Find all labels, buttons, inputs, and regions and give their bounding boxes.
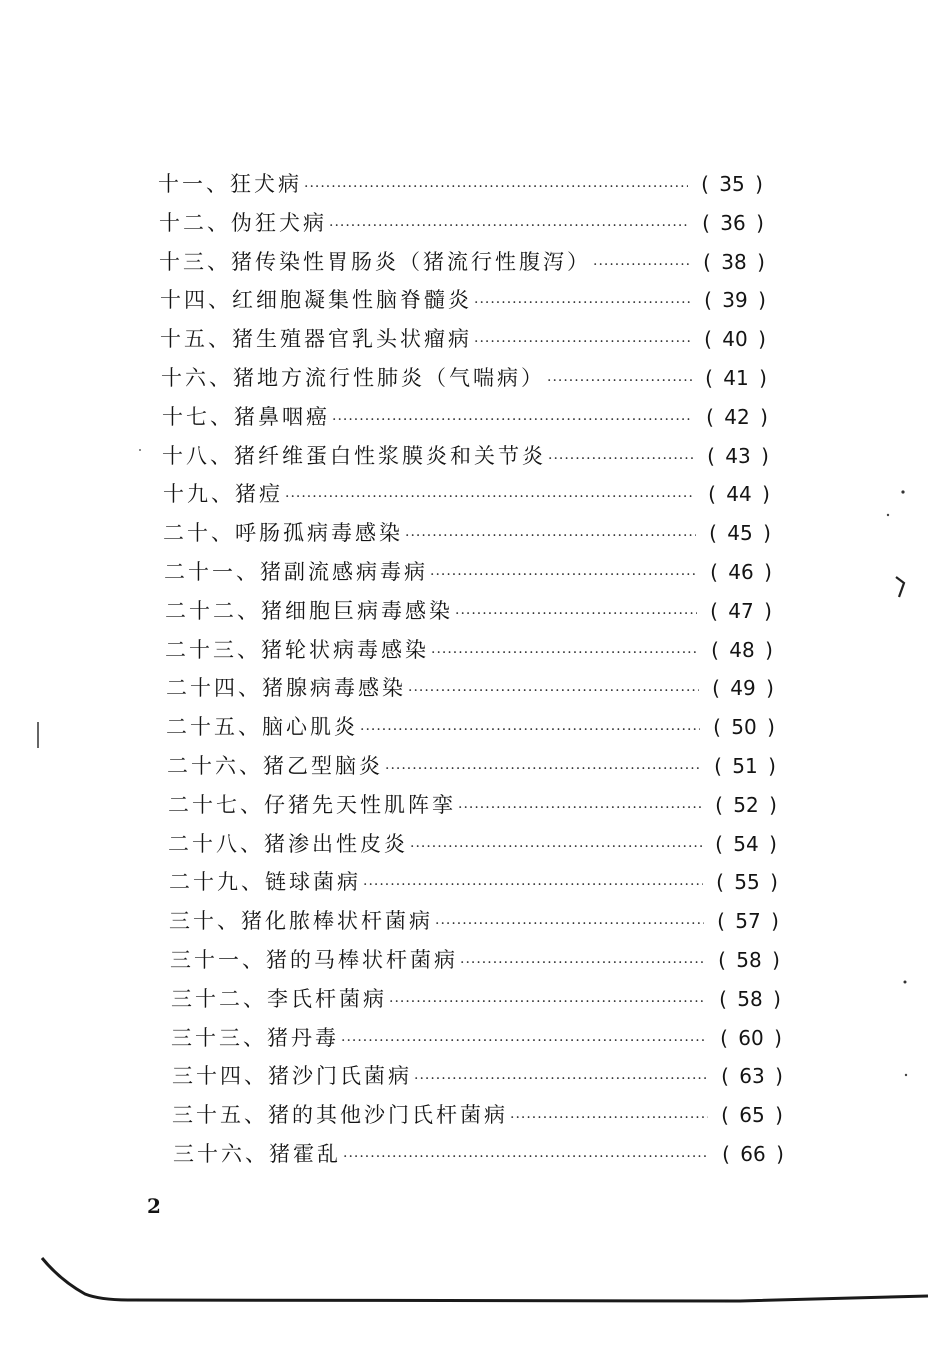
- toc-entry-title: 三十二、李氏杆菌病: [171, 987, 387, 1011]
- open-paren: (: [710, 599, 718, 623]
- close-paren: ): [766, 676, 774, 700]
- page-reference: 48: [729, 638, 755, 662]
- toc-dot-leader: [548, 440, 694, 478]
- toc-entry: [159, 204, 771, 242]
- toc-entry-title: 二十二、猪细胞巨病毒感染: [165, 599, 453, 623]
- close-paren: ): [764, 560, 772, 584]
- toc-dot-leader: [389, 983, 706, 1021]
- page-reference: 58: [737, 987, 763, 1011]
- toc-entry: [167, 747, 783, 785]
- toc-entry: [165, 592, 779, 630]
- page-reference: 51: [732, 754, 758, 778]
- toc-entry-title: 十五、猪生殖器官乳头状瘤病: [160, 327, 472, 351]
- toc-entry-title: 二十四、猪腺病毒感染: [166, 676, 406, 700]
- toc-entry-title: 二十六、猪乙型脑炎: [167, 754, 383, 778]
- open-paren: (: [711, 638, 719, 662]
- page-reference: 57: [735, 909, 761, 933]
- toc-entry-page: [703, 553, 779, 591]
- toc-dot-leader: [430, 556, 697, 594]
- page-reference: 65: [739, 1103, 765, 1127]
- toc-entry-title: 十六、猪地方流行性肺炎（气喘病）: [161, 366, 545, 390]
- toc-entry-page: [695, 204, 771, 242]
- toc-entry-page: [702, 514, 778, 552]
- toc-entry-title: 十八、猪纤维蛋白性浆膜炎和关节炎: [162, 444, 546, 468]
- close-paren: ): [755, 172, 763, 196]
- toc-entry-page: [696, 243, 772, 281]
- open-paren: (: [707, 444, 715, 468]
- toc-entry: [158, 165, 770, 203]
- toc-entry-title: 十七、猪鼻咽癌: [162, 405, 330, 429]
- page-reference: 42: [724, 405, 750, 429]
- toc-dot-leader: [474, 284, 691, 322]
- open-paren: (: [702, 211, 710, 235]
- close-paren: ): [768, 754, 776, 778]
- toc-dot-leader: [431, 634, 698, 672]
- toc-entry-page: [711, 941, 787, 979]
- toc-entry: [160, 320, 773, 358]
- toc-entry-title: 三十五、猪的其他沙门氏杆菌病: [172, 1103, 508, 1127]
- open-paren: (: [706, 405, 714, 429]
- toc-entry-title: 二十七、仔猪先天性肌阵挛: [168, 793, 456, 817]
- toc-dot-leader: [460, 944, 705, 982]
- toc-dot-leader: [329, 207, 689, 245]
- toc-entry: [160, 281, 773, 319]
- close-paren: ): [769, 832, 777, 856]
- page-reference: 38: [721, 250, 747, 274]
- page-reference: 63: [739, 1064, 765, 1088]
- toc-entry-page: [706, 708, 782, 746]
- close-paren: ): [760, 405, 768, 429]
- toc-dot-leader: [285, 478, 695, 516]
- close-paren: ): [767, 715, 775, 739]
- close-paren: ): [762, 482, 770, 506]
- toc-dot-leader: [360, 711, 700, 749]
- toc-entry: [172, 1096, 790, 1134]
- page-reference: 46: [728, 560, 754, 584]
- toc-entry-page: [714, 1096, 790, 1134]
- toc-entry: [166, 708, 782, 746]
- page-reference: 50: [731, 715, 757, 739]
- toc-entry-title: 二十一、猪副流感病毒病: [164, 560, 428, 584]
- toc-entry-title: 二十九、链球菌病: [169, 870, 361, 894]
- toc-entry-page: [709, 863, 785, 901]
- toc-dot-leader: [385, 750, 701, 788]
- open-paren: (: [705, 366, 713, 390]
- close-paren: ): [774, 1026, 782, 1050]
- toc-dot-leader: [455, 595, 697, 633]
- toc-entry-title: 十三、猪传染性胃肠炎（猪流行性腹泻）: [159, 250, 591, 274]
- page-reference: 40: [722, 327, 748, 351]
- close-paren: ): [756, 211, 764, 235]
- page-reference: 58: [736, 948, 762, 972]
- toc-entry-title: 十一、狂犬病: [158, 172, 302, 196]
- toc-entry: [166, 669, 781, 707]
- page-reference: 52: [733, 793, 759, 817]
- toc-dot-leader: [510, 1099, 708, 1137]
- toc-entry-page: [705, 669, 781, 707]
- toc-entry-title: 二十五、脑心肌炎: [166, 715, 358, 739]
- open-paren: (: [704, 288, 712, 312]
- close-paren: ): [758, 288, 766, 312]
- toc-entry: [173, 1135, 791, 1173]
- open-paren: (: [713, 715, 721, 739]
- toc-entry: [163, 514, 778, 552]
- open-paren: (: [719, 987, 727, 1011]
- toc-entry-title: 三十六、猪霍乱: [173, 1142, 341, 1166]
- toc-entry: [169, 902, 786, 940]
- page-reference: 47: [728, 599, 754, 623]
- close-paren: ): [764, 599, 772, 623]
- toc-entry: [159, 243, 772, 281]
- toc-dot-leader: [341, 1022, 707, 1060]
- page-reference: 66: [740, 1142, 766, 1166]
- open-paren: (: [703, 250, 711, 274]
- close-paren: ): [759, 366, 767, 390]
- open-paren: (: [722, 1142, 730, 1166]
- toc-dot-leader: [405, 517, 696, 555]
- toc-entry-page: [713, 1019, 789, 1057]
- page-reference: 55: [734, 870, 760, 894]
- close-paren: ): [775, 1103, 783, 1127]
- toc-entry-page: [703, 592, 779, 630]
- toc-entry-title: 十二、伪狂犬病: [159, 211, 327, 235]
- close-paren: ): [761, 444, 769, 468]
- close-paren: ): [773, 987, 781, 1011]
- close-paren: ): [765, 638, 773, 662]
- close-paren: ): [757, 250, 765, 274]
- open-paren: (: [720, 1026, 728, 1050]
- page-reference: 41: [723, 366, 749, 390]
- page-reference: 43: [725, 444, 751, 468]
- toc-entry: [168, 786, 784, 824]
- toc-entry-page: [697, 281, 773, 319]
- open-paren: (: [710, 560, 718, 584]
- toc-dot-leader: [547, 362, 692, 400]
- toc-entry-page: [704, 631, 780, 669]
- toc-entry: [171, 980, 788, 1018]
- close-paren: ): [770, 870, 778, 894]
- toc-dot-leader: [363, 866, 703, 904]
- open-paren: (: [721, 1103, 729, 1127]
- toc-entry: [172, 1057, 790, 1095]
- toc-dot-leader: [343, 1138, 709, 1176]
- toc-entry-page: [714, 1057, 790, 1095]
- close-paren: ): [769, 793, 777, 817]
- toc-entry-page: [697, 320, 773, 358]
- close-paren: ): [771, 909, 779, 933]
- close-paren: ): [758, 327, 766, 351]
- toc-dot-leader: [332, 401, 693, 439]
- toc-entry-page: [707, 747, 783, 785]
- page-reference: 39: [722, 288, 748, 312]
- toc-dot-leader: [458, 789, 702, 827]
- toc-dot-leader: [410, 828, 702, 866]
- page-reference: 49: [730, 676, 756, 700]
- toc-entry-title: 十四、红细胞凝集性脑脊髓炎: [160, 288, 472, 312]
- toc-entry: [162, 437, 776, 475]
- toc-entry-page: [694, 165, 770, 203]
- bottom-rule: [40, 1250, 930, 1310]
- toc-entry-page: [699, 398, 775, 436]
- open-paren: (: [716, 870, 724, 894]
- toc-dot-leader: [435, 905, 704, 943]
- toc-entry-title: 三十四、猪沙门氏菌病: [172, 1064, 412, 1088]
- toc-entry-page: [698, 359, 774, 397]
- open-paren: (: [701, 172, 709, 196]
- open-paren: (: [709, 521, 717, 545]
- toc-dot-leader: [408, 672, 699, 710]
- page-reference: 35: [719, 172, 745, 196]
- close-paren: ): [763, 521, 771, 545]
- toc-entry: [164, 553, 779, 591]
- page-reference: 60: [738, 1026, 764, 1050]
- toc-entry-page: [715, 1135, 791, 1173]
- page-reference: 54: [733, 832, 759, 856]
- toc-entry: [168, 825, 784, 863]
- toc-dot-leader: [414, 1060, 708, 1098]
- open-paren: (: [717, 909, 725, 933]
- close-paren: ): [772, 948, 780, 972]
- open-paren: (: [718, 948, 726, 972]
- open-paren: (: [715, 832, 723, 856]
- toc-entry-title: 三十一、猪的马棒状杆菌病: [170, 948, 458, 972]
- toc-entry-page: [708, 786, 784, 824]
- toc-entry-title: 三十、猪化脓棒状杆菌病: [169, 909, 433, 933]
- toc-entry-page: [710, 902, 786, 940]
- close-paren: ): [775, 1064, 783, 1088]
- open-paren: (: [712, 676, 720, 700]
- open-paren: (: [715, 793, 723, 817]
- toc-dot-leader: [474, 323, 691, 361]
- open-paren: (: [708, 482, 716, 506]
- toc-entry: [165, 631, 780, 669]
- toc-entry-page: [708, 825, 784, 863]
- toc-entry-title: 十九、猪痘: [163, 482, 283, 506]
- page-reference: 36: [720, 211, 746, 235]
- toc-dot-leader: [304, 168, 688, 206]
- page-number: 2: [147, 1194, 161, 1218]
- toc-entry-title: 三十三、猪丹毒: [171, 1026, 339, 1050]
- toc-entry-page: [712, 980, 788, 1018]
- toc-dot-leader: [593, 246, 690, 284]
- open-paren: (: [721, 1064, 729, 1088]
- toc-entry: [169, 863, 785, 901]
- page-reference: 45: [727, 521, 753, 545]
- toc-entry-title: 二十、呼肠孤病毒感染: [163, 521, 403, 545]
- close-paren: ): [776, 1142, 784, 1166]
- toc-entry: [171, 1019, 789, 1057]
- toc-entry-page: [700, 437, 776, 475]
- toc-entry: [162, 398, 775, 436]
- page-reference: 44: [726, 482, 752, 506]
- toc-entry-page: [701, 475, 777, 513]
- toc-entry: [163, 475, 777, 513]
- toc-entry: [170, 941, 787, 979]
- toc-entry: [161, 359, 774, 397]
- open-paren: (: [714, 754, 722, 778]
- toc-entry-title: 二十八、猪渗出性皮炎: [168, 832, 408, 856]
- open-paren: (: [704, 327, 712, 351]
- toc-entry-title: 二十三、猪轮状病毒感染: [165, 638, 429, 662]
